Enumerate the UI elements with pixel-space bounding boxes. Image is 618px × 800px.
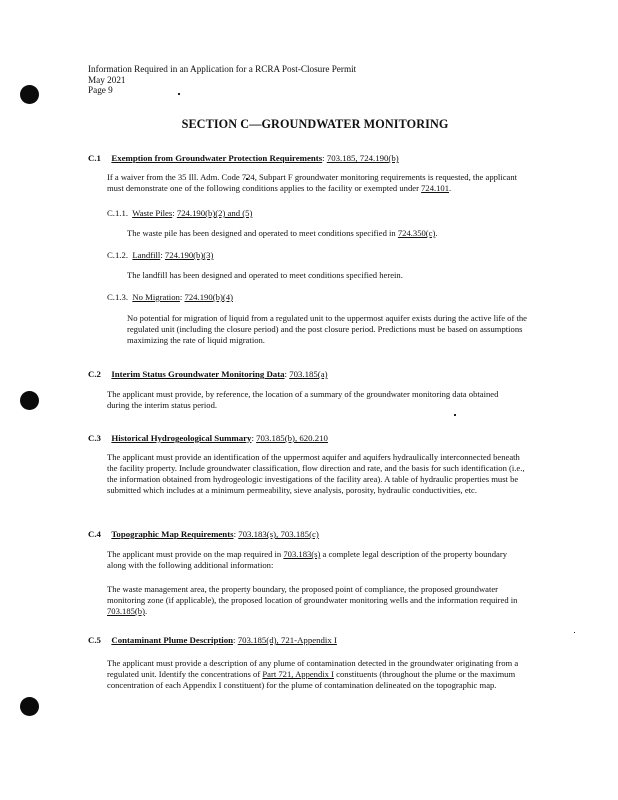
section-heading-refs: 703.185(b), 620.210 (256, 433, 328, 443)
header-date: May 2021 (88, 74, 126, 85)
section-heading-title: Interim Status Groundwater Monitoring Data (111, 369, 285, 379)
binder-hole-middle (20, 391, 39, 410)
section-c1-heading: C.1 Exemption from Groundwater Protection Requirements: 703.185, 724.190(b) (88, 153, 399, 163)
binder-hole-bottom (20, 697, 39, 716)
section-number: C.3 (88, 433, 101, 443)
subsection-c1-2-body: The landfill has been designed and operated to meet conditions specified herein. (127, 270, 403, 280)
document-header (88, 64, 356, 96)
subsection-c1-1-heading: C.1.1. Waste Piles: 724.190(b)(2) and (5) (107, 208, 253, 218)
section-heading-refs: 703.183(s), 703.185(c) (238, 529, 319, 539)
header-title: Information Required in an Application for a RCRA Post-Closure Permit (88, 64, 357, 74)
section-c4-body-1: The applicant must provide on the map required in 703.183(s) a complete legal description of the property boundary along with the following additional information: (107, 549, 507, 570)
section-heading-title: Topographic Map Requirements (111, 529, 234, 539)
section-title: SECTION C—GROUNDWATER MONITORING (181, 117, 449, 131)
section-heading-refs: 703.185, 724.190(b) (326, 153, 399, 163)
subsection-c1-3-body: No potential for migration of liquid from a regulated unit to the uppermost aquifer exists during the active life of the regulated unit (including the closure period) and the post closure period. Predictions must be based on assumptions maximizing the rate of liquid migration. (127, 313, 527, 345)
section-c5-heading: C.5 Contaminant Plume Description: 703.185(d), 721-Appendix I (88, 635, 337, 645)
section-heading-title: Exemption from Groundwater Protection Requirements (111, 153, 323, 163)
section-c1-body: If a waiver from the 35 Ill. Adm. Code 724, Subpart F groundwater monitoring requirements is requested, the applicant must demonstrate one of the following conditions applies to the facility or exempted under 724.101. (107, 172, 518, 193)
section-number: C.2 (88, 369, 101, 379)
inline-reference: 703.183(s) (283, 549, 321, 559)
scan-speck (454, 414, 456, 416)
section-c2-body: The applicant must provide, by reference, the location of a summary of the groundwater monitoring data obtained during the interim status period. (107, 389, 499, 410)
inline-reference: 724.101 (421, 182, 450, 193)
section-heading-title: Contaminant Plume Description (111, 635, 234, 645)
section-c4-body-2: The waste management area, the property boundary, the proposed point of compliance, the proposed groundwater monitoring zone (if applicable), the proposed location of groundwater monitoring wells and the information required in 703.185(b). (107, 584, 518, 616)
section-number: C.4 (88, 529, 101, 539)
section-heading-refs: 703.185(d), 721-Appendix I (237, 635, 337, 645)
header-page: Page 9 (88, 85, 113, 96)
inline-reference: 724.350(c) (397, 228, 436, 238)
subsection-c1-3-heading: C.1.3. No Migration: 724.190(b)(4) (107, 292, 233, 302)
scan-speck (574, 632, 575, 633)
binder-hole-top (20, 85, 39, 104)
subsection-c1-2-heading: C.1.2. Landfill: 724.190(b)(3) (107, 250, 214, 260)
section-heading-title: Historical Hydrogeological Summary (111, 433, 252, 443)
inline-reference: Part 721, Appendix I (262, 668, 334, 679)
section-number: C.1 (88, 153, 101, 163)
section-c3-body: The applicant must provide an identification of the uppermost aquifer and aquifers hydraulically interconnected beneath the facility property. Include groundwater classification, flow direction and rate, and the basis for such identification (i.e., the information obtained from hydrogeologic investigations of the facility area). A table of hydraulic properties must be submitted which includes at a minimum permeability, sieve analysis, porosity, hydraulic conductivities, etc. (107, 452, 525, 495)
section-c3-heading: C.3 Historical Hydrogeological Summary: 703.185(b), 620.210 (88, 433, 328, 443)
section-heading-refs: 703.185(a) (289, 369, 328, 379)
inline-reference: 703.185(b) (107, 605, 145, 616)
subsection-c1-1-body: The waste pile has been designed and operated to meet conditions specified in 724.350(c). (127, 228, 438, 238)
section-c5-body: The applicant must provide a description of any plume of contamination detected in the groundwater originating from a regulated unit. Identify the concentrations of Part 721, Appendix I constituents (throughout the plume or the maximum concentration of each Appendix I constituent) for the plume of contamination delineated on the topographic map. (107, 658, 519, 690)
section-c4-heading: C.4 Topographic Map Requirements: 703.183(s), 703.185(c) (88, 529, 319, 539)
section-c2-heading: C.2 Interim Status Groundwater Monitoring Data: 703.185(a) (88, 369, 328, 379)
section-number: C.5 (88, 635, 101, 645)
